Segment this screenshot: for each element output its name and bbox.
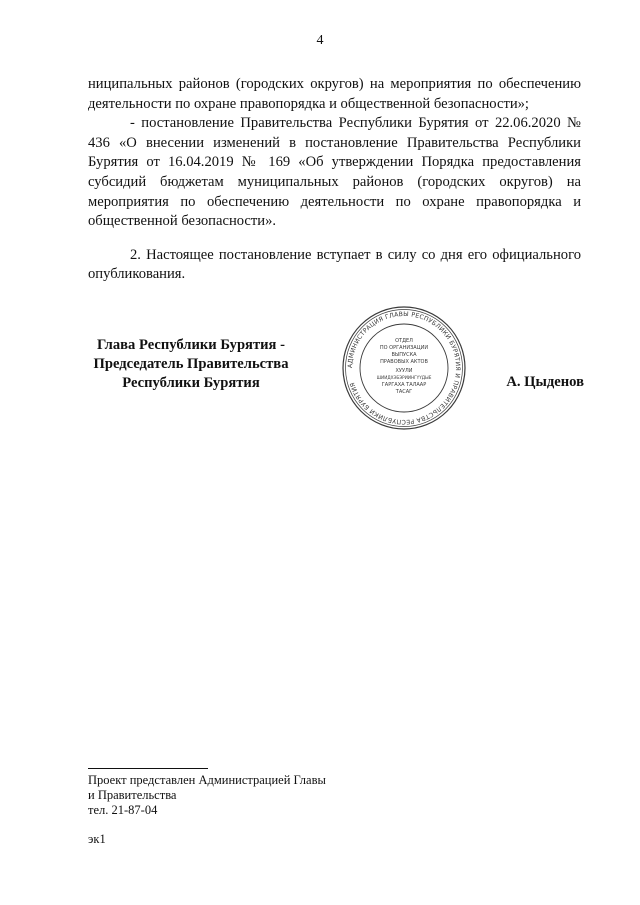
seal-center-line: ОТДЕЛ bbox=[395, 338, 413, 344]
footer-code: эк1 bbox=[88, 832, 106, 846]
document-body bbox=[88, 75, 581, 285]
signer-position-line: Председатель Правительства bbox=[93, 356, 289, 372]
footer-phone: тел. 21-87-04 bbox=[88, 803, 158, 817]
signer-position bbox=[80, 336, 302, 393]
paragraph-resolution-item: - постановление Правительства Республики Бурятия от 22.06.2020 № 436 «О внесении изменений в постановление Правительства Республики Бурятия от 16.04.2019 № 169 «Об утверждении Порядка предоставления субсидий бюджетам муниципальных районов (городских округов) на мероприятия по обеспечению деятельности по охране правопорядка и общественной безопасности». bbox=[88, 115, 581, 230]
footer-note bbox=[88, 768, 326, 847]
seal-center-line: ХУУЛИ bbox=[395, 368, 413, 374]
seal-ring-text: АДМИНИСТРАЦИЯ ГЛАВЫ РЕСПУБЛИКИ БУРЯТИЯ И ПРАВИТЕЛЬСТВА РЕСПУБЛИКИ БУРЯТИЯ bbox=[346, 310, 462, 426]
seal-center-line: ПРАВОВЫХ АКТОВ bbox=[380, 359, 428, 365]
seal-center-line: ПО ОРГАНИЗАЦИИ bbox=[379, 345, 429, 351]
signer-position-line: Республики Бурятия bbox=[122, 375, 260, 391]
paragraph-continuation: ниципальных районов (городских округов) на мероприятия по обеспечению деятельности по охране правопорядка и общественной безопасности»; bbox=[88, 76, 581, 112]
page-number: 4 bbox=[316, 33, 324, 48]
seal-center-line: ВЫПУСКА bbox=[391, 352, 417, 358]
seal-center-line: ГАРГАХА ТАЛААР bbox=[381, 382, 427, 388]
signer-name: А. Цыденов bbox=[506, 374, 584, 390]
signer-position-line: Глава Республики Бурятия - bbox=[97, 337, 285, 353]
paragraph-effective-date: 2. Настоящее постановление вступает в силу со дня его официального опубликования. bbox=[88, 246, 581, 283]
footer-divider bbox=[88, 768, 208, 769]
official-seal bbox=[340, 304, 468, 432]
footer-line: и Правительства bbox=[88, 788, 177, 802]
footer-line: Проект представлен Администрацией Главы bbox=[88, 773, 326, 787]
seal-center-line: ШИИДХЭБЭРИИНГҮҮДЫЕ bbox=[376, 375, 432, 380]
seal-center-line: ТАСАГ bbox=[395, 389, 413, 395]
